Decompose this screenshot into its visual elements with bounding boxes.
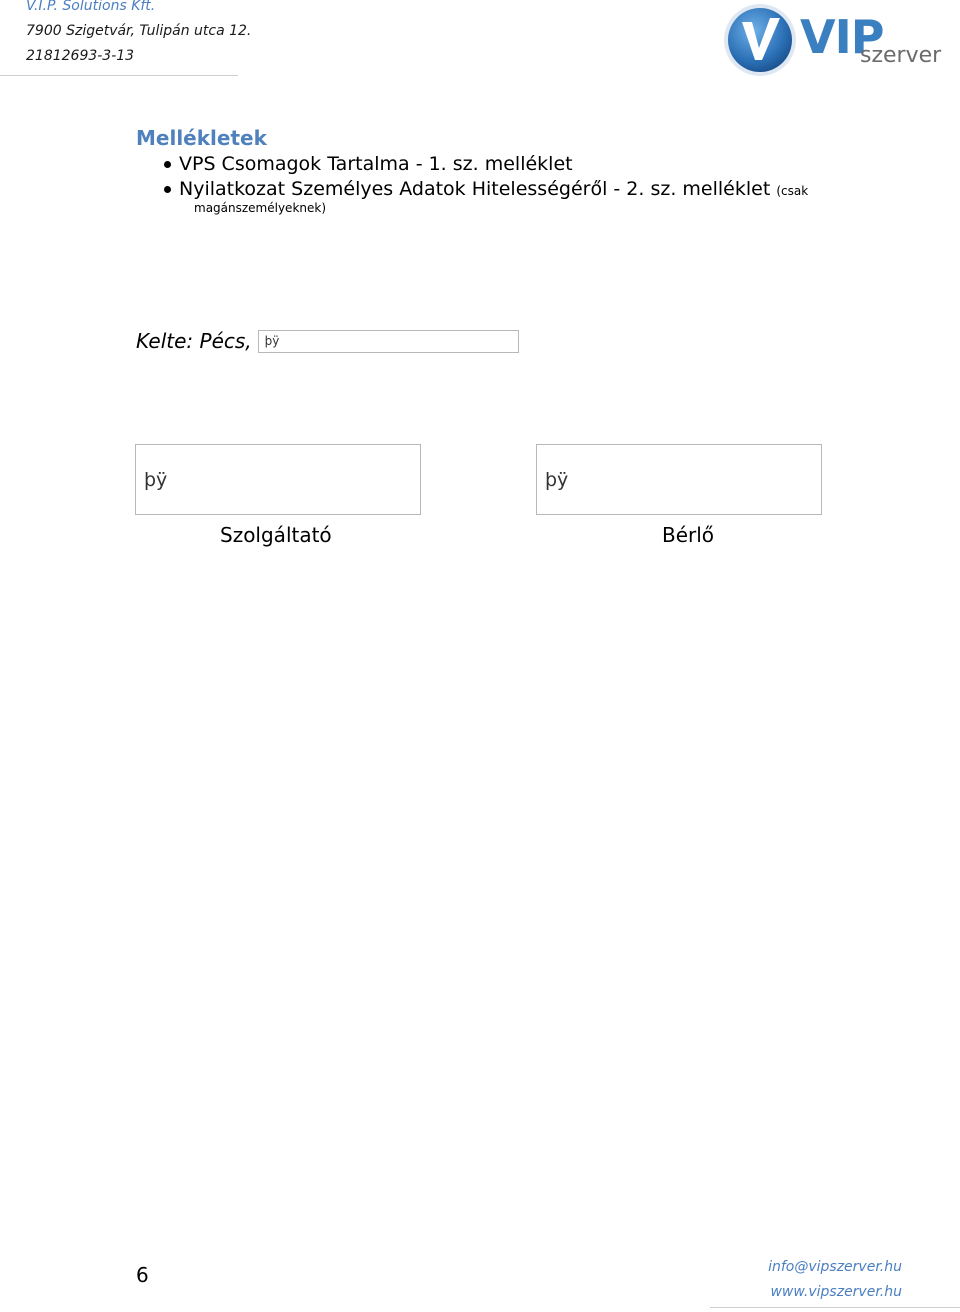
logo-sub: szerver	[860, 43, 942, 68]
date-field[interactable]: þÿ	[258, 330, 519, 353]
provider-signature-label: Szolgáltató	[220, 523, 332, 547]
attachments-title: Mellékletek	[136, 126, 267, 150]
attachments-list	[162, 152, 862, 204]
bullet-icon	[164, 186, 171, 193]
date-row	[136, 328, 519, 354]
tenant-signature-field[interactable]	[536, 444, 822, 515]
footer-website[interactable]: www.vipszerver.hu	[770, 1284, 902, 1300]
footer-contact	[768, 1255, 902, 1305]
attachment-note-continued: magánszemélyeknek)	[194, 201, 327, 215]
provider-signature-field[interactable]	[135, 444, 421, 515]
page-number: 6	[136, 1263, 149, 1287]
bullet-icon	[164, 161, 171, 168]
attachment-text: Nyilatkozat Személyes Adatok Hitelességéről - 2. sz. melléklet	[179, 178, 771, 200]
tenant-signature-value: þÿ	[545, 469, 569, 491]
vip-logo	[722, 2, 942, 78]
logo-brand: VIP	[800, 10, 884, 64]
vip-logo-icon	[722, 2, 798, 78]
date-label: Kelte: Pécs,	[136, 329, 252, 353]
attachment-text: VPS Csomagok Tartalma - 1. sz. melléklet	[179, 153, 573, 175]
footer-email[interactable]: info@vipszerver.hu	[768, 1259, 902, 1275]
header-divider	[0, 75, 238, 76]
company-address: 7900 Szigetvár, Tulipán utca 12.	[26, 23, 252, 39]
provider-signature-value: þÿ	[144, 469, 168, 491]
company-name: V.I.P. Solutions Kft.	[26, 0, 156, 14]
list-item	[162, 152, 862, 177]
tenant-signature-label: Bérlő	[662, 523, 715, 547]
company-tax-id: 21812693-3-13	[26, 48, 135, 64]
footer-divider	[710, 1307, 960, 1308]
company-info	[26, 0, 251, 69]
attachment-note: (csak	[776, 184, 809, 198]
